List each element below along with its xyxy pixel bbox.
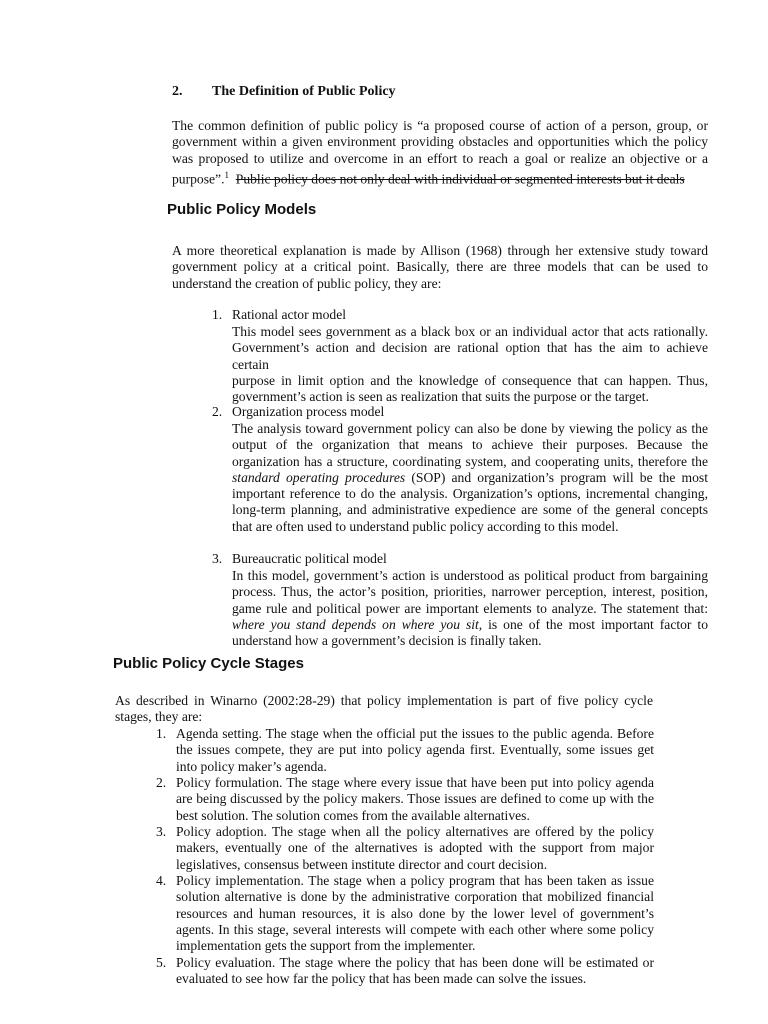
definition-last-line [172,167,708,188]
model-3-quote-line [232,617,708,633]
cycle-intro [115,693,653,726]
cycle-item-2-number: 2. [156,775,167,790]
model-2-body [232,421,708,535]
cycle-item-line: makers, eventually one of the alternatives is adopted with the support from major [176,840,654,856]
model-2-line: output of the organization that means to achieve their purposes. Because the [232,437,708,453]
cycle-item-line: the issues compete, they are put into policy agenda first. Eventually, some issues get [176,742,654,758]
model-2-number: 2. [212,404,223,419]
model-3-line: understand how a government’s decision is finally taken. [232,633,542,649]
model-2-line: organization has a structure, coordinating system, and cooperating units, therefore the [232,453,708,469]
model-2-sop-line [232,470,708,486]
quote-rest: is one of the most important factor to [482,616,708,632]
model-2-line: long-term planning, and administrative expedience are some of the general concepts [232,502,708,518]
cycle-item-1-number: 1. [156,726,167,741]
model-3-line: game rule and political power are important elements to analyze. The statement that: [232,600,708,616]
cycle-intro-line: stages, they are: [115,709,203,725]
cycle-item-5 [176,955,654,988]
model-1-line: government’s action is seen as realization that suits the purpose or the target. [232,389,649,405]
cycle-item-line: into policy maker’s agenda. [176,758,327,774]
cycle-item-line: Agenda setting. The stage when the official put the issues to the public agenda. Before [176,726,654,741]
definition-last-start: purpose”. [172,171,225,187]
model-3-line: In this model, government’s action is understood as political product from bargaining [232,568,708,583]
models-intro-line: understand the creation of public policy, they are: [172,275,442,291]
models-heading: Public Policy Models [167,201,317,218]
sop-rest: (SOP) and organization’s program will be the most [405,469,708,485]
model-2-line: The analysis toward government policy can also be done by viewing the policy as the [232,421,708,436]
model-3-line: process. Thus, the actor’s position, priorities, narrower perception, interest, position, [232,584,708,600]
model-3-title: Bureaucratic political model [232,551,387,566]
cycle-item-5-number: 5. [156,955,167,970]
cycle-item-line: evaluated to see how far the policy that has been made can solve the issues. [176,971,587,987]
definition-line: was proposed to utilize and overcome in an effort to reach a goal or realize an objective or a [172,150,708,166]
cycle-intro-line: As described in Winarno (2002:28-29) that policy implementation is part of five policy cycle [115,693,653,708]
model-1-line: purpose in limit option and the knowledge of consequence that can happen. Thus, [232,372,708,388]
cycle-item-3 [176,824,654,873]
cycle-item-line: best solution. The solution comes from the available alternatives. [176,807,530,823]
model-3-number: 3. [212,551,223,566]
model-1-title: Rational actor model [232,307,347,322]
model-1-body [232,324,708,405]
cycle-item-line: Policy adoption. The stage when all the policy alternatives are offered by the policy [176,824,654,839]
cycle-heading: Public Policy Cycle Stages [113,655,304,672]
cycle-item-line: Policy evaluation. The stage where the policy that has been done will be estimated or [176,955,654,970]
model-1-line: Government’s action and decision are rational option that has the aim to achieve certain [232,340,708,372]
section-number: 2. [172,84,183,99]
cycle-item-2 [176,775,654,824]
cycle-item-3-number: 3. [156,824,167,839]
model-3-body [232,568,708,649]
cycle-item-line: are being discussed by the policy makers. Those issues are defined to come up with the [176,791,654,807]
models-intro [172,243,708,292]
quote-italic: where you stand depends on where you sit, [232,616,483,632]
cycle-item-4-number: 4. [156,873,167,888]
section-title: The Definition of Public Policy [212,84,396,99]
cycle-item-line: resources and human resources, it is also done by the lower level of government’s [176,905,654,921]
sop-italic: standard operating procedures [232,469,406,485]
model-2-line: that are often used to understand public policy according to this model. [232,518,619,534]
models-intro-line: government policy at a critical point. Basically, there are three models that can be used to [172,259,708,275]
cycle-item-line: Policy formulation. The stage where every issue that have been put into policy agenda [176,775,654,790]
model-2-line: important reference to do the analysis. Organization’s options, incremental changing, [232,486,708,502]
cycle-item-4 [176,873,654,954]
cycle-item-line: Policy implementation. The stage when a policy program that has been taken as issue [176,873,654,888]
definition-paragraph [172,118,708,188]
cycle-item-line: agents. In this stage, several interests will compete with each other where some policy [176,921,654,937]
model-1-line: This model sees government as a black box or an individual actor that acts rationally. [232,324,708,339]
definition-line: government within a given environment providing obstacles and opportunities which the policy [172,134,708,150]
cycle-item-line: implementation gets the support from the implementer. [176,938,476,954]
cycle-item-1 [176,726,654,775]
cycle-item-line: solution alternative is done by the administrative corporation that mobilized financial [176,889,654,905]
struck-text: Public policy does not only deal with individual or segmented interests but it deals [235,171,685,187]
footnote-mark[interactable]: 1 [224,169,229,180]
definition-line: The common definition of public policy is “a proposed course of action of a person, group, or [172,118,708,133]
model-1-number: 1. [212,307,223,322]
models-intro-line: A more theoretical explanation is made by Allison (1968) through her extensive study toward [172,243,708,258]
cycle-item-line: legislatives, consensus between institute director and court decision. [176,856,548,872]
model-2-title: Organization process model [232,404,385,419]
